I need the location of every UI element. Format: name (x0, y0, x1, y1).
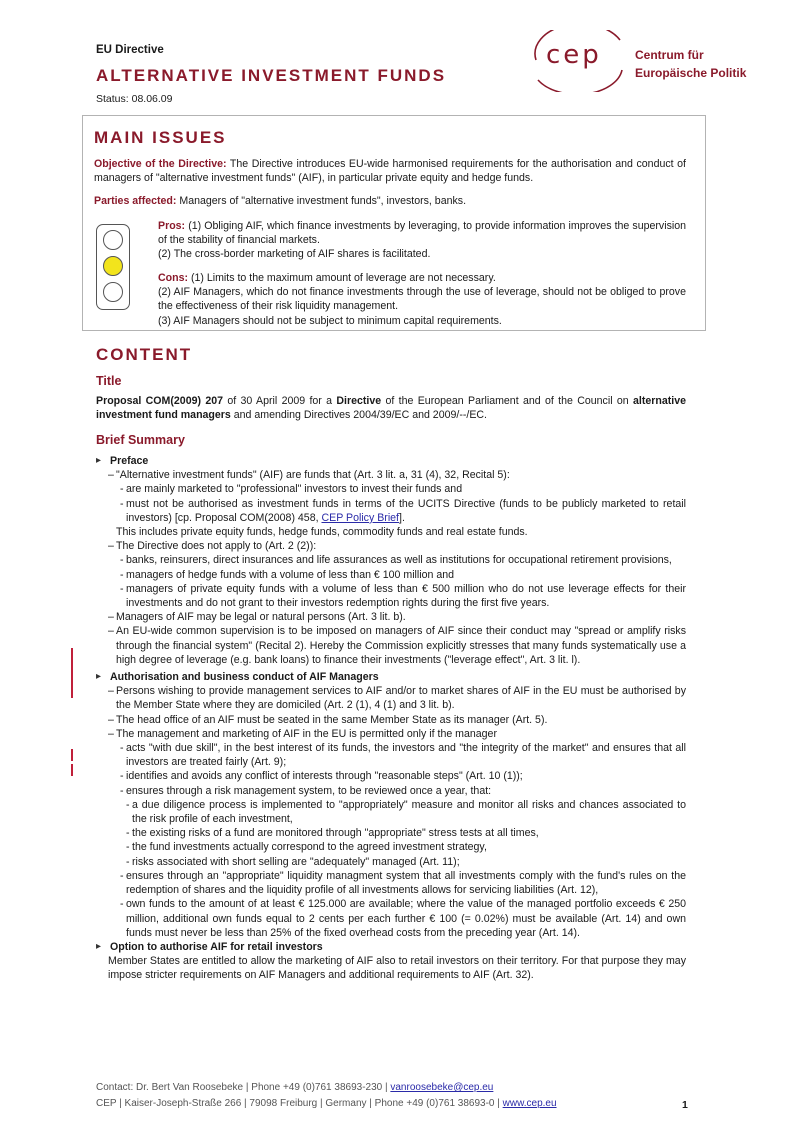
cons-block: Cons: (1) Limits to the maximum amount of leverage are not necessary. (2) AIF Managers, which do not finance investments through the use of leverage, should not be obliged to prove the effectiveness of their risk liquidity management. (3) AIF Managers should not be subject to minimum capital requirements. (158, 272, 686, 327)
section-retail: ▸ Option to authorise AIF for retail investors (96, 940, 686, 954)
cep-logo: cep (546, 40, 602, 70)
traffic-light-green-icon (103, 282, 123, 302)
change-bar (71, 749, 73, 761)
main-issues-heading: MAIN ISSUES (94, 128, 227, 147)
email-link[interactable]: vanroosebeke@cep.eu (390, 1082, 494, 1093)
summary-subheading: Brief Summary (96, 433, 185, 447)
status-date: Status: 08.06.09 (96, 93, 173, 105)
pros-block: Pros: (1) Obliging AIF, which finance investments by leveraging, to provide information improves the supervision of the stability of financial markets. (2) The cross-border marketing of AIF shares is facilitated. (158, 220, 687, 261)
section-preface: ▸ Preface (96, 454, 686, 468)
summary-body: ▸ Preface – "Alternative investment funds" (AIF) are funds that (Art. 3 lit. a, 31 (4), 32, Recital 5): - are mainly marketed to "professional" investors to invest their funds and - must not be authorised as investment funds in terms of the UCITS Directive (funds to be publicly marketed to retail investors) [cp. Proposal COM(2008) 458, CEP Policy Brief]. This includes private equity funds, hedge funds, commodity funds and real estate funds. – The Directive does not apply to (Art. 2 (2)): - banks, reinsurers, direct insurances and life assurances as well as institutions for occupational retirement provisions, - managers of hedge funds with a volume of less than € 100 million and - managers of private equity funds with a volume of less than € 500 million who do not use leverage effects for their investments and do not grant to their investors redemption rights during the first five years. – Managers of AIF may be legal or natural persons (Art. 3 lit. b). – An EU-wide common supervision is to be imposed on managers of AIF since their conduct may "spread or amplify risks through the financial system" (Recital 2). Hereby the Commission explicitly stresses that many funds systematically use a high degree of leverage (e.g. bank loans) to finance their investments ("leverage effect", Art. 3 lit. l). ▸ Authorisation and business conduct of AIF Managers – Persons wishing to provide management services to AIF and/or to market shares of AIF in the EU must be authorised by the Member State where they are domiciled (Art. 2 (1), 4 (1) and 3 lit. b). – The head office of an AIF must be seated in the same Member State as its manager (Art. 5). – The management and marketing of AIF in the EU is permitted only if the manager - acts "with due skill", in the best interest of its funds, the investors and "the integrity of the market" and ensures that all investors are treated fairly (Art. 9); - identifies and avoids any conflict of interests through "reasonable steps" (Art. 10 (1)); - ensures through a risk management system, to be reviewed once a year, that: - a due diligence process is implemented to "appropriately" measure and monitor all risks and chances associated to the risk profile of each investment, - the existing risks of a fund are monitored through "appropriate" stress tests at all times, - the fund investments actually correspond to the agreed investment strategy, - risks associated with short selling are "adequately" managed (Art. 11); - ensures through an "appropriate" liquidity managment system that all investments comply with the fund's rules on the redemption of shares and the liquidity profile of all investments allows for servicing liabilities (Art. 12), - own funds to the amount of at least € 125.000 are available; where the value of the managed portfolio exceeds € 250 million, additional own funds equal to 2 cents per each further € 100 (= 0.02%) must be available (Art. 14) and own funds must never be less than 25% of the fixed overhead costs from the preceding year (Art. 14). ▸ Option to authorise AIF for retail investors Member States are entitled to allow the marketing of AIF also to retail investors on their territory. For that purpose they may impose stricter requirements on AIF Managers and additional requirements to AIF (Art. 32). (96, 454, 686, 983)
document-title: ALTERNATIVE INVESTMENT FUNDS (96, 66, 447, 85)
page-number: 1 (682, 1099, 688, 1111)
footer-address: CEP | Kaiser-Joseph-Straße 266 | 79098 Freiburg | Germany | Phone +49 (0)761 38693-0 | www.cep.eu (96, 1098, 557, 1109)
website-link[interactable]: www.cep.eu (502, 1098, 557, 1109)
title-paragraph: Proposal COM(2009) 207 of 30 April 2009 for a Directive of the European Parliament and of the Council on alternative investment fund managers and amending Directives 2004/39/EC and 2009/--/EC. (96, 395, 686, 422)
footer-contact: Contact: Dr. Bert Van Roosebeke | Phone +49 (0)761 38693-230 | vanroosebeke@cep.eu (96, 1082, 494, 1093)
title-subheading: Title (96, 374, 122, 388)
objective-paragraph: Objective of the Directive: The Directive introduces EU-wide harmonised requirements for the authorisation and conduct of managers of "alternative investment funds" (AIF), in particular private equity and hedge funds. (94, 158, 686, 185)
change-bar (71, 648, 73, 698)
section-authorisation: ▸ Authorisation and business conduct of AIF Managers (96, 670, 686, 684)
traffic-light-icon (96, 224, 130, 310)
content-heading: CONTENT (96, 345, 193, 364)
parties-paragraph: Parties affected: Managers of "alternative investment funds", investors, banks. (94, 195, 467, 207)
change-bar (71, 764, 73, 776)
cep-policy-brief-link[interactable]: CEP Policy Brief (321, 511, 400, 524)
traffic-light-yellow-icon (103, 256, 123, 276)
traffic-light-red-icon (103, 230, 123, 250)
document-type: EU Directive (96, 44, 164, 56)
logo-name: Centrum für Europäische Politik (635, 48, 747, 80)
